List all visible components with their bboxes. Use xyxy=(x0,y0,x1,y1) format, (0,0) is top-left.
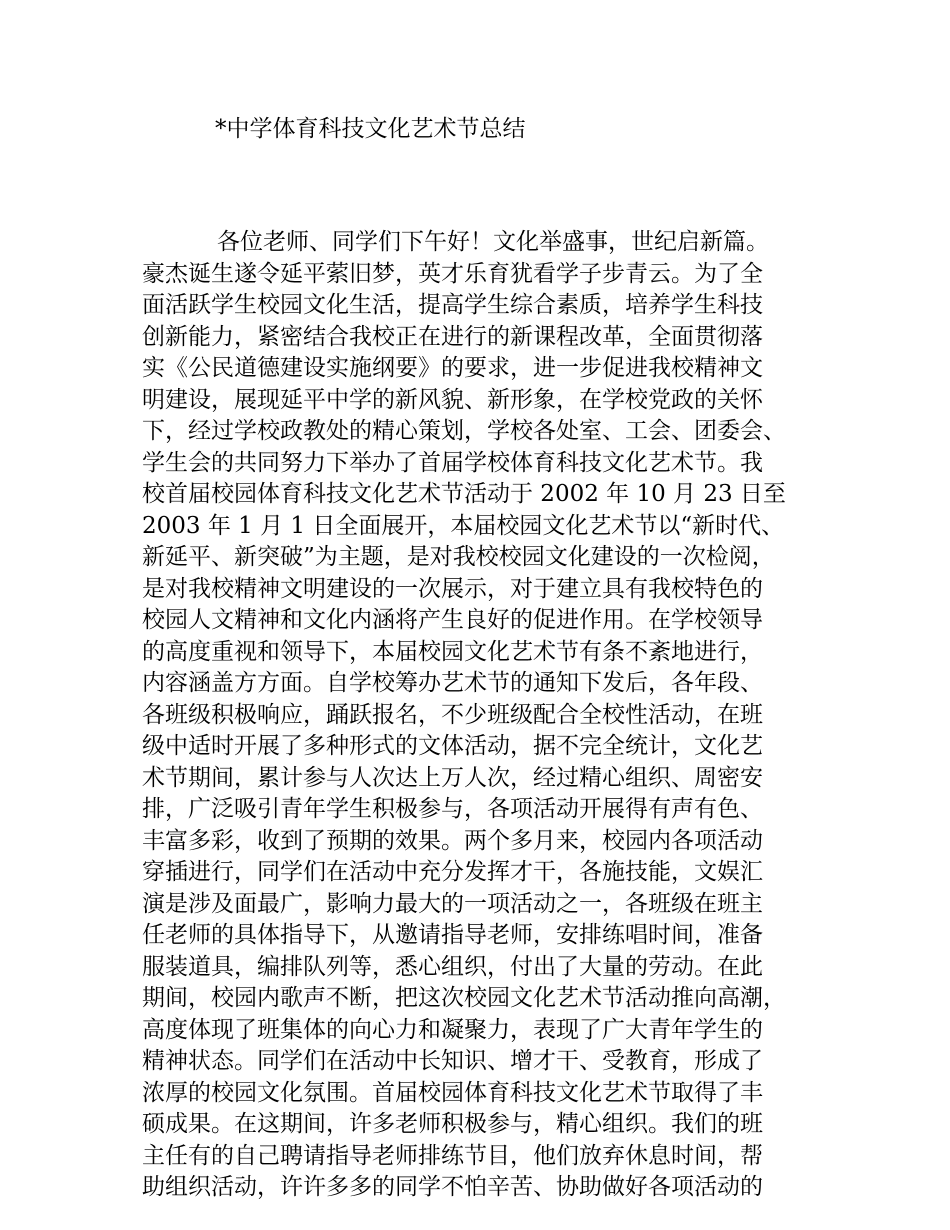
body-line: 下，经过学校政教处的精心策划，学校各处室、工会、团委会、 xyxy=(142,418,786,444)
body-line: 新延平、新突破”为主题，是对我校校园文化建设的一次检阅， xyxy=(142,544,775,570)
body-line: 面活跃学生校园文化生活，提高学生综合素质，培养学生科技 xyxy=(142,292,763,318)
body-line: 主任有的自己聘请指导老师排练节目，他们放弃休息时间，帮 xyxy=(142,1142,763,1169)
body-line: 级中适时开展了多种形式的文体活动，据不完全统计，文化艺 xyxy=(142,733,763,759)
body-line: 期间，校园内歌声不断，把这次校园文化艺术节活动推向高潮， xyxy=(142,985,786,1011)
body-line: 校首届校园体育科技文化艺术节活动于 2002 年 10 月 23 日至 xyxy=(142,481,786,507)
document-title: *中学体育科技文化艺术节总结 xyxy=(215,116,526,142)
body-line: 是对我校精神文明建设的一次展示，对于建立具有我校特色的 xyxy=(142,575,763,602)
body-line: 内容涵盖方方面。自学校筹办艺术节的通知下发后，各年段、 xyxy=(142,670,763,696)
body-line: 术节期间，累计参与人次达上万人次，经过精心组织、周密安 xyxy=(142,764,763,791)
body-line: 助组织活动，许许多多的同学不怕辛苦、协助做好各项活动的 xyxy=(142,1174,763,1200)
body-line: 排，广泛吸引青年学生积极参与，各项活动开展得有声有色、 xyxy=(142,796,763,822)
body-line: 创新能力，紧密结合我校正在进行的新课程改革，全面贯彻落 xyxy=(142,323,763,350)
body-line: 豪杰诞生遂令延平萦旧梦，英才乐育犹看学子步青云。为了全 xyxy=(142,260,763,287)
body-line: 2003 年 1 月 1 日全面展开，本届校园文化艺术节以“新时代、 xyxy=(142,512,785,539)
body-line: 服装道具，编排队列等，悉心组织，付出了大量的劳动。在此 xyxy=(142,953,763,980)
body-line: 高度体现了班集体的向心力和凝聚力，表现了广大青年学生的 xyxy=(142,1016,763,1043)
document-body xyxy=(142,227,828,1204)
body-line: 各班级积极响应，踊跃报名，不少班级配合全校性活动，在班 xyxy=(142,701,763,728)
body-line: 学生会的共同努力下举办了首届学校体育科技文化艺术节。我 xyxy=(142,449,763,476)
body-line: 实《公民道德建设实施纲要》的要求，进一步促进我校精神文 xyxy=(142,355,763,381)
body-line: 任老师的具体指导下，从邀请指导老师，安排练唱时间，准备 xyxy=(142,922,763,948)
body-line: 精神状态。同学们在活动中长知识、增才干、受教育，形成了 xyxy=(142,1048,763,1074)
body-line: 浓厚的校园文化氛围。首届校园体育科技文化艺术节取得了丰 xyxy=(142,1079,763,1106)
body-line: 各位老师、同学们下午好！文化举盛事，世纪启新篇。 xyxy=(217,229,769,255)
body-line: 校园人文精神和文化内涵将产生良好的促进作用。在学校领导 xyxy=(142,607,763,633)
body-line: 穿插进行，同学们在活动中充分发挥才干，各施技能，文娱汇 xyxy=(142,859,763,885)
body-line: 丰富多彩，收到了预期的效果。两个多月来，校园内各项活动 xyxy=(142,827,763,854)
body-line: 演是涉及面最广，影响力最大的一项活动之一，各班级在班主 xyxy=(142,890,763,917)
body-line: 硕成果。在这期间，许多老师积极参与，精心组织。我们的班 xyxy=(142,1111,763,1137)
body-line: 的高度重视和领导下，本届校园文化艺术节有条不紊地进行， xyxy=(142,638,763,665)
body-line: 明建设，展现延平中学的新风貌、新形象，在学校党政的关怀 xyxy=(142,386,763,413)
